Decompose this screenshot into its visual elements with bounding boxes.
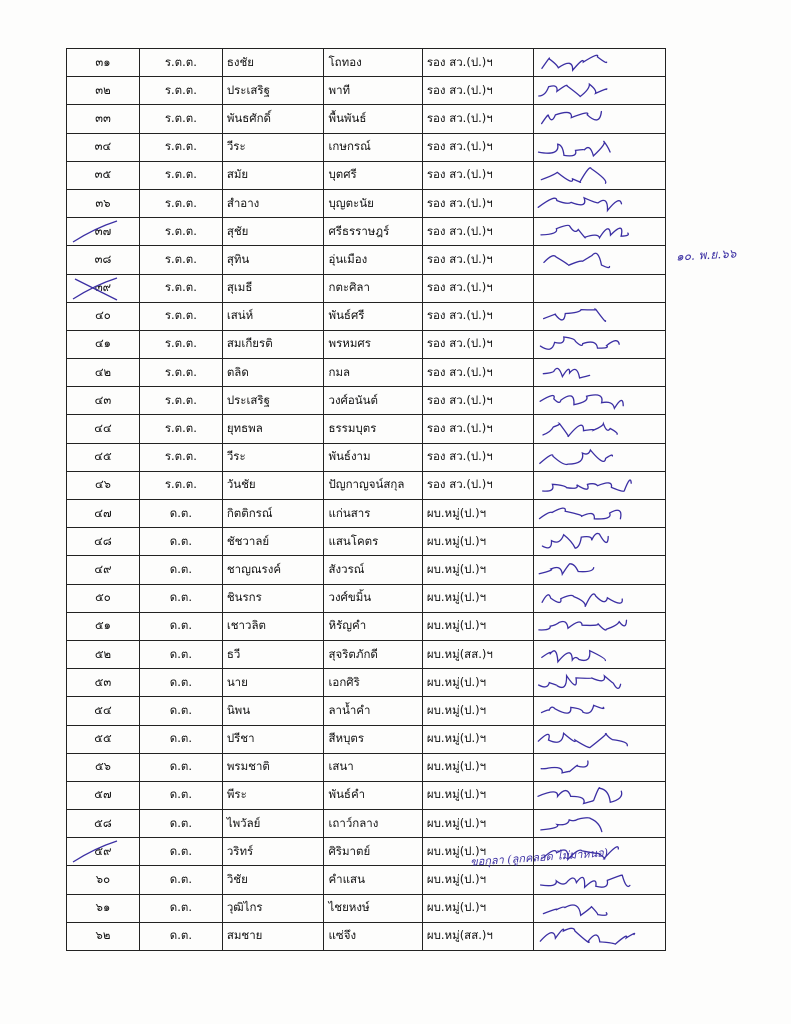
row-number: ๔๒ [67, 359, 140, 387]
row-rank: ด.ต. [139, 781, 222, 809]
row-last-name: กตะศิลา [324, 274, 422, 302]
signature-stroke [540, 564, 595, 574]
row-position: ผบ.หมู่(ป.)ฯ [422, 612, 534, 640]
table-row [67, 471, 666, 499]
row-position: รอง สว.(ป.)ฯ [422, 443, 534, 471]
row-last-name: พรหมศร [324, 330, 422, 358]
roster-table [66, 48, 666, 951]
row-rank: ร.ต.ต. [139, 133, 222, 161]
row-first-name: พีระ [222, 781, 324, 809]
row-first-name: ประเสริฐ [222, 387, 324, 415]
row-last-name: แก่นสาร [324, 500, 422, 528]
row-first-name: ปรีชา [222, 725, 324, 753]
signature-stroke [544, 905, 608, 915]
row-rank: ด.ต. [139, 528, 222, 556]
signature-scribble [534, 500, 644, 527]
row-position: ผบ.หมู่(ป.)ฯ [422, 584, 534, 612]
signature-scribble [534, 726, 644, 753]
table-row [67, 359, 666, 387]
strike-mark [67, 218, 124, 245]
row-first-name: สำอาง [222, 189, 324, 217]
row-rank: ด.ต. [139, 922, 222, 950]
row-number: ๓๙ [67, 274, 140, 302]
row-last-name: พันธ์คำ [324, 781, 422, 809]
row-position: ผบ.หมู่(ป.)ฯ [422, 725, 534, 753]
signature-stroke [542, 651, 606, 662]
row-position: รอง สว.(ป.)ฯ [422, 471, 534, 499]
signature-scribble [534, 77, 644, 104]
table-row [67, 556, 666, 584]
table-row [67, 810, 666, 838]
signature-scribble [534, 190, 644, 217]
signature-scribble [534, 105, 644, 132]
row-last-name: บุญตะนัย [324, 189, 422, 217]
signature-cell [534, 612, 666, 640]
row-first-name: เสน่ห์ [222, 302, 324, 330]
signature-scribble [534, 387, 644, 414]
signature-scribble [534, 754, 644, 781]
signature-stroke [544, 368, 590, 378]
row-number: ๔๗ [67, 500, 140, 528]
row-last-name: ศิริมาตย์ [324, 838, 422, 866]
row-rank: ร.ต.ต. [139, 443, 222, 471]
signature-cell [534, 246, 666, 274]
row-number: ๕๗ [67, 781, 140, 809]
row-position: รอง สว.(ป.)ฯ [422, 330, 534, 358]
row-rank: ด.ต. [139, 894, 222, 922]
row-last-name: โถทอง [324, 49, 422, 77]
signature-scribble [534, 641, 644, 668]
row-number: ๕๕ [67, 725, 140, 753]
signature-cell [534, 669, 666, 697]
row-position: ผบ.หมู่(ป.)ฯ [422, 753, 534, 781]
row-last-name: สังวรณ์ [324, 556, 422, 584]
row-rank: ร.ต.ต. [139, 49, 222, 77]
row-first-name: สมัย [222, 161, 324, 189]
row-last-name: พื้นพันธ์ [324, 105, 422, 133]
table-row [67, 753, 666, 781]
signature-scribble [534, 49, 644, 76]
row-number: ๓๘ [67, 246, 140, 274]
signature-stroke [543, 480, 632, 491]
table-row [67, 133, 666, 161]
table-row [67, 302, 666, 330]
row-rank: ด.ต. [139, 753, 222, 781]
signature-scribble [534, 134, 644, 161]
row-last-name: เกษกรณ์ [324, 133, 422, 161]
row-last-name: วงศ์ขมิ้น [324, 584, 422, 612]
row-last-name: วงศ์อนันต์ [324, 387, 422, 415]
row-rank: ด.ต. [139, 584, 222, 612]
row-first-name: สุเมธี [222, 274, 324, 302]
signature-cell [534, 274, 666, 302]
table-row [67, 246, 666, 274]
signature-stroke [544, 254, 610, 268]
signature-scribble [534, 669, 644, 696]
row-rank: ด.ต. [139, 612, 222, 640]
row-last-name: พันธ์งาม [324, 443, 422, 471]
row-rank: ด.ต. [139, 500, 222, 528]
signature-cell [534, 189, 666, 217]
row-number: ๕๙ [67, 838, 140, 866]
signature-scribble [534, 810, 644, 837]
date-note: ๑๐. พ.ย.๖๖ [675, 246, 737, 264]
row-number: ๓๔ [67, 133, 140, 161]
signature-scribble [534, 866, 644, 893]
signature-cell [534, 584, 666, 612]
row-position: ผบ.หมู่(ป.)ฯ [422, 556, 534, 584]
row-number: ๕๔ [67, 697, 140, 725]
row-position: รอง สว.(ป.)ฯ [422, 77, 534, 105]
signature-cell [534, 753, 666, 781]
signature-scribble [534, 528, 644, 555]
row-last-name: บุตศรี [324, 161, 422, 189]
table-row [67, 443, 666, 471]
row-position: ผบ.หมู่(ป.)ฯ [422, 894, 534, 922]
signature-stroke [541, 337, 620, 349]
row-first-name: วันชัย [222, 471, 324, 499]
signature-cell [534, 640, 666, 668]
row-rank: ด.ต. [139, 838, 222, 866]
table-row [67, 387, 666, 415]
signature-stroke [542, 55, 607, 70]
signature-cell [534, 161, 666, 189]
signature-cell [534, 359, 666, 387]
table-row [67, 612, 666, 640]
row-rank: ร.ต.ต. [139, 359, 222, 387]
row-position: รอง สว.(ป.)ฯ [422, 189, 534, 217]
signature-cell [534, 781, 666, 809]
signature-scribble [534, 782, 644, 809]
signature-stroke [539, 620, 627, 630]
row-position: รอง สว.(ป.)ฯ [422, 105, 534, 133]
table-row [67, 894, 666, 922]
signature-scribble [534, 162, 644, 189]
row-number: ๔๐ [67, 302, 140, 330]
table-row [67, 866, 666, 894]
row-last-name: เสนา [324, 753, 422, 781]
row-last-name: อุ่นเมือง [324, 246, 422, 274]
row-rank: ด.ต. [139, 640, 222, 668]
row-last-name: ลาน้ำคำ [324, 697, 422, 725]
row-first-name: พันธศักดิ์ [222, 105, 324, 133]
row-last-name: ธรรมบุตร [324, 415, 422, 443]
row-number: ๕๓ [67, 669, 140, 697]
row-first-name: ชินรกร [222, 584, 324, 612]
signature-scribble [534, 923, 644, 950]
signature-stroke [539, 733, 628, 747]
row-first-name: วริทร์ [222, 838, 324, 866]
signature-stroke [542, 112, 602, 124]
row-first-name: สุชัย [222, 218, 324, 246]
signature-stroke [541, 395, 624, 408]
row-position: รอง สว.(ป.)ฯ [422, 274, 534, 302]
table-row [67, 49, 666, 77]
row-rank: ร.ต.ต. [139, 218, 222, 246]
table-row [67, 528, 666, 556]
row-number: ๕๖ [67, 753, 140, 781]
row-position: ผบ.หมู่(ป.)ฯ [422, 781, 534, 809]
row-59-note: ขอกุลา (ลูกคลอด ไม่มาหนอ) [469, 846, 609, 869]
row-first-name: วิชัย [222, 866, 324, 894]
strike-mark [67, 838, 124, 865]
row-number: ๓๓ [67, 105, 140, 133]
row-last-name: สีหบุตร [324, 725, 422, 753]
signature-scribble [534, 472, 644, 499]
row-number: ๖๒ [67, 922, 140, 950]
signature-stroke [539, 141, 611, 156]
row-number: ๔๑ [67, 330, 140, 358]
signature-scribble [534, 303, 644, 330]
signature-stroke [542, 706, 604, 714]
row-last-name: พันธ์ศรี [324, 302, 422, 330]
signature-stroke [538, 788, 622, 804]
row-position: ผบ.หมู่(ป.)ฯ [422, 866, 534, 894]
signature-cell [534, 500, 666, 528]
roster-body [67, 49, 666, 951]
row-first-name: วุฒิไกร [222, 894, 324, 922]
table-row [67, 189, 666, 217]
signature-cell [534, 387, 666, 415]
row-last-name: แสนโคตร [324, 528, 422, 556]
signature-stroke [542, 168, 606, 183]
row-last-name: เถาว์กลาง [324, 810, 422, 838]
row-number: ๖๑ [67, 894, 140, 922]
signature-cell [534, 330, 666, 358]
signature-stroke [544, 309, 606, 321]
row-first-name: สุทิน [222, 246, 324, 274]
row-rank: ร.ต.ต. [139, 189, 222, 217]
row-position: ผบ.หมู่(ป.)ฯ [422, 810, 534, 838]
signature-cell [534, 810, 666, 838]
signature-cell [534, 49, 666, 77]
row-position: ผบ.หมู่(ป.)ฯ [422, 838, 534, 866]
signature-stroke [543, 424, 617, 437]
row-rank: ร.ต.ต. [139, 415, 222, 443]
row-position: ผบ.หมู่(ป.)ฯ [422, 528, 534, 556]
row-first-name: นาย [222, 669, 324, 697]
row-first-name: พรมชาติ [222, 753, 324, 781]
row-first-name: ธวี [222, 640, 324, 668]
row-rank: ร.ต.ต. [139, 161, 222, 189]
row-rank: ร.ต.ต. [139, 77, 222, 105]
row-number: ๓๕ [67, 161, 140, 189]
row-rank: ด.ต. [139, 725, 222, 753]
row-rank: ร.ต.ต. [139, 274, 222, 302]
row-position: ผบ.หมู่(ป.)ฯ [422, 669, 534, 697]
signature-stroke [539, 84, 607, 96]
row-first-name: เชาวลิต [222, 612, 324, 640]
signature-stroke [541, 225, 628, 237]
row-first-name: ชัชวาลย์ [222, 528, 324, 556]
row-position: รอง สว.(ป.)ฯ [422, 133, 534, 161]
table-row [67, 161, 666, 189]
row-rank: ร.ต.ต. [139, 246, 222, 274]
row-first-name: ไพวัลย์ [222, 810, 324, 838]
signature-cell [534, 471, 666, 499]
signature-stroke [542, 761, 589, 773]
signature-cell [534, 922, 666, 950]
table-row [67, 697, 666, 725]
row-rank: ร.ต.ต. [139, 330, 222, 358]
signature-stroke [539, 198, 622, 211]
signature-cell [534, 556, 666, 584]
table-row [67, 415, 666, 443]
row-first-name: กิตติกรณ์ [222, 500, 324, 528]
table-row [67, 725, 666, 753]
row-position: รอง สว.(ป.)ฯ [422, 218, 534, 246]
row-rank: ด.ต. [139, 697, 222, 725]
signature-scribble [534, 415, 644, 442]
signature-stroke [541, 928, 635, 944]
signature-scribble [534, 331, 644, 358]
table-row [67, 781, 666, 809]
row-number: ๖๐ [67, 866, 140, 894]
row-number: ๔๙ [67, 556, 140, 584]
signature-cell [534, 105, 666, 133]
row-position: รอง สว.(ป.)ฯ [422, 302, 534, 330]
row-number: ๕๒ [67, 640, 140, 668]
row-position: รอง สว.(ป.)ฯ [422, 359, 534, 387]
row-number: ๔๕ [67, 443, 140, 471]
signature-scribble [534, 697, 644, 724]
row-position: รอง สว.(ป.)ฯ [422, 49, 534, 77]
signature-stroke [541, 818, 602, 832]
row-position: ผบ.หมู่(ป.)ฯ [422, 500, 534, 528]
row-last-name: ศรีธรราษฎร์ [324, 218, 422, 246]
table-row [67, 584, 666, 612]
row-number: ๔๓ [67, 387, 140, 415]
signature-stroke [539, 676, 621, 689]
signature-cell [534, 133, 666, 161]
row-first-name: ประเสริฐ [222, 77, 324, 105]
signature-scribble [534, 444, 644, 471]
signature-cell [534, 218, 666, 246]
signature-stroke [540, 450, 613, 464]
row-last-name: ปัญกาญจน์สกุล [324, 471, 422, 499]
table-row [67, 500, 666, 528]
row-position: รอง สว.(ป.)ฯ [422, 246, 534, 274]
row-last-name: เอกศิริ [324, 669, 422, 697]
table-row [67, 218, 666, 246]
signature-stroke [543, 534, 609, 549]
row-last-name: กมล [324, 359, 422, 387]
signature-cell [534, 443, 666, 471]
row-number: ๔๘ [67, 528, 140, 556]
signature-scribble [534, 218, 644, 245]
row-number: ๓๖ [67, 189, 140, 217]
signature-scribble [534, 246, 644, 273]
row-rank: ด.ต. [139, 556, 222, 584]
row-number: ๓๒ [67, 77, 140, 105]
signature-stroke [541, 876, 630, 888]
signature-scribble [534, 895, 644, 922]
signature-scribble [534, 556, 644, 583]
row-rank: ด.ต. [139, 866, 222, 894]
row-rank: ด.ต. [139, 810, 222, 838]
row-position: ผบ.หมู่(สส.)ฯ [422, 640, 534, 668]
row-number: ๕๘ [67, 810, 140, 838]
table-row [67, 274, 666, 302]
row-rank: ด.ต. [139, 669, 222, 697]
row-number: ๔๔ [67, 415, 140, 443]
table-row [67, 105, 666, 133]
row-last-name: คำแสน [324, 866, 422, 894]
signature-cell [534, 894, 666, 922]
signature-cell [534, 528, 666, 556]
row-number: ๓๗ [67, 218, 140, 246]
signature-stroke [543, 594, 623, 607]
signature-cell [534, 415, 666, 443]
row-number: ๕๐ [67, 584, 140, 612]
row-first-name: ชาญณรงค์ [222, 556, 324, 584]
row-position: รอง สว.(ป.)ฯ [422, 415, 534, 443]
row-position: รอง สว.(ป.)ฯ [422, 387, 534, 415]
table-row [67, 77, 666, 105]
signature-cell [534, 725, 666, 753]
row-last-name: แซ่จึง [324, 922, 422, 950]
row-number: ๔๖ [67, 471, 140, 499]
row-first-name: ตลิด [222, 359, 324, 387]
signature-scribble [534, 585, 644, 612]
row-first-name: สมเกียรติ [222, 330, 324, 358]
row-position: ผบ.หมู่(ป.)ฯ [422, 697, 534, 725]
row-first-name: ธงชัย [222, 49, 324, 77]
table-row [67, 330, 666, 358]
row-last-name: พาที [324, 77, 422, 105]
table-row [67, 922, 666, 950]
signature-cell [534, 77, 666, 105]
signature-scribble [534, 359, 644, 386]
signature-cell [534, 697, 666, 725]
row-first-name: นิพน [222, 697, 324, 725]
row-first-name: วีระ [222, 133, 324, 161]
strike-mark [67, 275, 124, 302]
signature-scribble [534, 613, 644, 640]
table-row [67, 640, 666, 668]
row-first-name: สมชาย [222, 922, 324, 950]
row-rank: ร.ต.ต. [139, 105, 222, 133]
row-rank: ร.ต.ต. [139, 387, 222, 415]
signature-cell [534, 302, 666, 330]
row-last-name: หิรัญคำ [324, 612, 422, 640]
row-first-name: ยุทธพล [222, 415, 324, 443]
signature-cell [534, 866, 666, 894]
row-rank: ร.ต.ต. [139, 471, 222, 499]
row-position: รอง สว.(ป.)ฯ [422, 161, 534, 189]
row-last-name: สุจริตภักดี [324, 640, 422, 668]
table-row [67, 669, 666, 697]
row-last-name: ไชยหงษ์ [324, 894, 422, 922]
row-number: ๓๑ [67, 49, 140, 77]
row-first-name: วีระ [222, 443, 324, 471]
row-rank: ร.ต.ต. [139, 302, 222, 330]
row-position: ผบ.หมู่(สส.)ฯ [422, 922, 534, 950]
signature-stroke [540, 508, 621, 519]
row-number: ๕๑ [67, 612, 140, 640]
